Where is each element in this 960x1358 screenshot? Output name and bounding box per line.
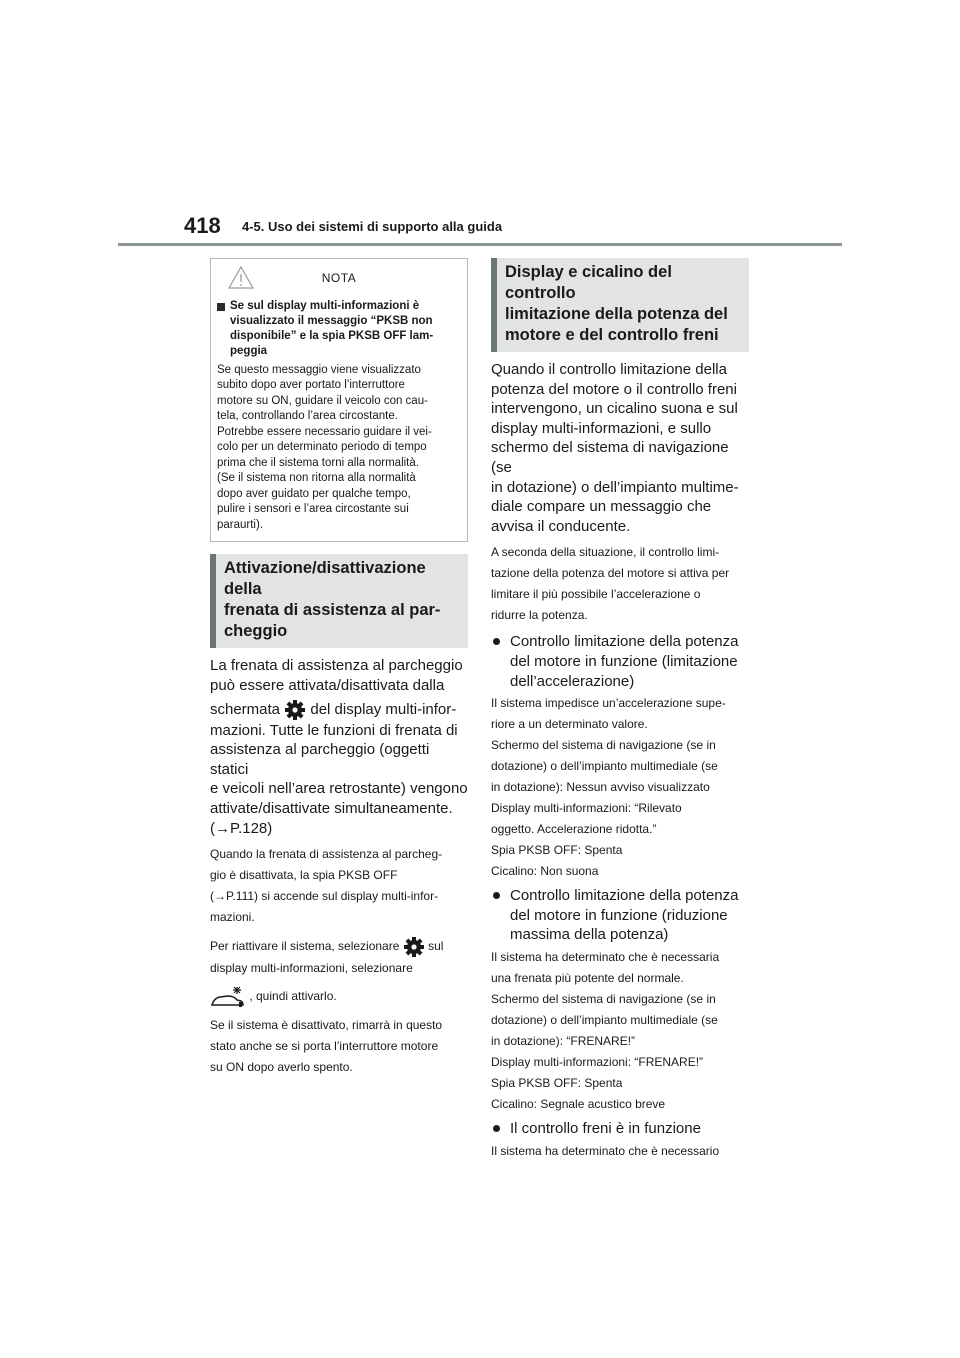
bullet-line: Controllo limitazione della potenza (510, 633, 739, 651)
nota-body-line: paraurti). (217, 518, 264, 531)
bullet-line: del motore in funzione (riduzione (510, 906, 728, 924)
header-rule (118, 243, 842, 246)
para-line: in dotazione): “FRENARE!” (491, 1033, 636, 1048)
nota-body-line: Potrebbe essere necessario guidare il vei- (217, 425, 432, 438)
nota-title-line: Se sul display multi-informazioni è (230, 300, 420, 312)
para-line: ridurre la potenza. (491, 608, 588, 623)
para-line: attivate/disattivate simultaneamente. (210, 799, 453, 817)
para-line-with-icon (210, 699, 468, 721)
para-line: potenza del motore o il controllo freni (491, 380, 737, 398)
para-line: limitare il più possibile l’accelerazione o (491, 587, 701, 602)
bullet-body (491, 693, 749, 882)
bullet-line: dell’accelerazione) (510, 672, 635, 690)
nota-title-line: visualizzato il messaggio “PKSB non (230, 314, 433, 327)
para-line: in dotazione) o dell’impianto multime- (491, 478, 739, 496)
para-text: Per riattivare il sistema, selezionare (210, 939, 400, 954)
right-note (491, 542, 749, 626)
gear-icon (284, 699, 306, 721)
para-line-with-icon (210, 985, 468, 1009)
para-line: Quando il controllo limitazione della (491, 361, 727, 378)
nota-body (217, 363, 461, 534)
bullet-body (491, 1141, 749, 1162)
para-line-with-icon (210, 936, 468, 958)
para-line: dotazione) o dell’impianto multimediale (se (491, 759, 718, 774)
para-line: dotazione) o dell’impianto multimediale (se (491, 1012, 718, 1027)
para-line: oggetto. Accelerazione ridotta.” (491, 822, 657, 837)
para-line: Se il sistema è disattivato, rimarrà in questo (210, 1018, 443, 1033)
para-line: Display multi-informazioni: “Rilevato (491, 801, 682, 816)
section-title: 4-5. Uso dei sistemi di supporto alla guida (242, 219, 503, 234)
para-line: riore a un determinato valore. (491, 717, 648, 732)
bullet-body (491, 947, 749, 1115)
left-section-heading (210, 554, 468, 648)
bullet-item (491, 1119, 749, 1139)
para-line: display multi-informazioni, selezionare (210, 961, 413, 976)
bullet-dot-icon (493, 638, 500, 645)
nota-title-line: disponibile” e la spia PKSB OFF lam- (230, 329, 434, 342)
gear-icon (403, 936, 425, 958)
right-intro (491, 360, 749, 536)
para-line: avvisa il conducente. (491, 517, 631, 535)
para-line: display multi-informazioni, e sullo (491, 419, 712, 437)
left-para-1 (210, 656, 468, 838)
para-line: Il sistema impedisce un’accelerazione supe- (491, 696, 726, 711)
para-text: schermata (210, 700, 281, 718)
nota-header (217, 265, 461, 291)
nota-body-line: colo per un determinato periodo di tempo (217, 441, 427, 454)
left-para-4 (210, 1015, 468, 1078)
para-text: , quindi attivarlo. (249, 989, 337, 1004)
car-assist-icon (210, 985, 246, 1009)
right-section-heading (491, 258, 749, 352)
para-text: del display multi-infor- (310, 700, 457, 718)
heading-line: Attivazione/disattivazione della (224, 559, 426, 599)
para-line: Il sistema ha determinato che è necessaria (491, 949, 720, 964)
para-line: su ON dopo averlo spento. (210, 1060, 353, 1075)
para-line: tazione della potenza del motore si attiva per (491, 566, 730, 581)
para-line: intervengono, un cicalino suona e sul (491, 400, 738, 418)
heading-line: cheggio (224, 622, 288, 641)
nota-box (210, 258, 468, 542)
para-line: diale compare un messaggio che (491, 498, 712, 516)
para-line: in dotazione): Nessun avviso visualizzato (491, 780, 710, 795)
para-line: Display multi-informazioni: “FRENARE!” (491, 1054, 704, 1069)
para-line: mazioni. (210, 910, 255, 925)
heading-line: motore e del controllo freni (505, 326, 719, 344)
para-line: (→P.128) (210, 819, 273, 837)
nota-body-line: prima che il sistema torni alla normalità. (217, 456, 419, 469)
heading-line: Display e cicalino del controllo (505, 263, 672, 302)
nota-body-line: subito dopo aver portato l’interruttore (217, 379, 405, 392)
nota-body-line: motore su ON, guidare il veicolo con cau- (217, 394, 428, 407)
para-line: e veicoli nell’area retrostante) vengono (210, 780, 468, 798)
nota-body-line: dopo aver guidato per qualche tempo, (217, 487, 411, 500)
para-line: Schermo del sistema di navigazione (se in (491, 738, 716, 753)
heading-line: limitazione della potenza del (505, 305, 728, 323)
bullet-line: Controllo limitazione della potenza (510, 887, 739, 905)
bullet-line: Il controllo freni è in funzione (510, 1119, 701, 1137)
para-line: Spia PKSB OFF: Spenta (491, 1075, 623, 1090)
page-number: 418 (184, 213, 221, 238)
nota-title-line: peggia (230, 344, 268, 357)
right-column (491, 258, 749, 1162)
para-line: Cicalino: Non suona (491, 864, 599, 879)
bullet-line: del motore in funzione (limitazione (510, 652, 738, 670)
para-line: una frenata più potente del normale. (491, 970, 684, 985)
nota-body-line: pulire i sensori e l’area circostante sui (217, 503, 409, 516)
nota-title (217, 299, 461, 359)
bullet-dot-icon (493, 1125, 500, 1132)
para-line: La frenata di assistenza al parcheggio (210, 657, 463, 675)
para-line: Cicalino: Segnale acustico breve (491, 1096, 666, 1111)
bullet-line: massima della potenza) (510, 926, 669, 944)
left-para-2 (210, 844, 468, 928)
left-column (210, 258, 468, 1078)
bullet-dot-icon (493, 892, 500, 899)
para-line: Spia PKSB OFF: Spenta (491, 843, 623, 858)
para-line: (→P.111) si accende sul display multi-infor- (210, 889, 439, 904)
heading-line: frenata di assistenza al par- (224, 601, 441, 620)
nota-label: NOTA (321, 271, 357, 285)
warning-triangle-icon (227, 265, 255, 290)
bullet-item (491, 632, 749, 691)
para-line: Quando la frenata di assistenza al parcheg- (210, 847, 443, 862)
para-text: sul (428, 939, 444, 954)
nota-body-line: (Se il sistema non ritorna alla normalità (217, 472, 416, 485)
para-line: schermo del sistema di navigazione (se (491, 439, 729, 476)
para-line: gio è disattivata, la spia PKSB OFF (210, 868, 398, 883)
para-line: A seconda della situazione, il controllo limi- (491, 545, 720, 560)
nota-body-line: tela, controllando l’area circostante. (217, 410, 398, 423)
para-line: può essere attivata/disattivata dalla (210, 677, 445, 695)
bullet-item (491, 886, 749, 945)
left-para-3 (210, 936, 468, 1009)
para-line: Il sistema ha determinato che è necessario (491, 1143, 720, 1158)
para-line: Schermo del sistema di navigazione (se in (491, 991, 716, 1006)
square-bullet-icon (217, 303, 225, 311)
para-line: stato anche se si porta l’interruttore motore (210, 1039, 439, 1054)
para-line: assistenza al parcheggio (oggetti statici (210, 741, 430, 778)
nota-body-line: Se questo messaggio viene visualizzato (217, 363, 421, 376)
para-line: mazioni. Tutte le funzioni di frenata di (210, 721, 458, 739)
